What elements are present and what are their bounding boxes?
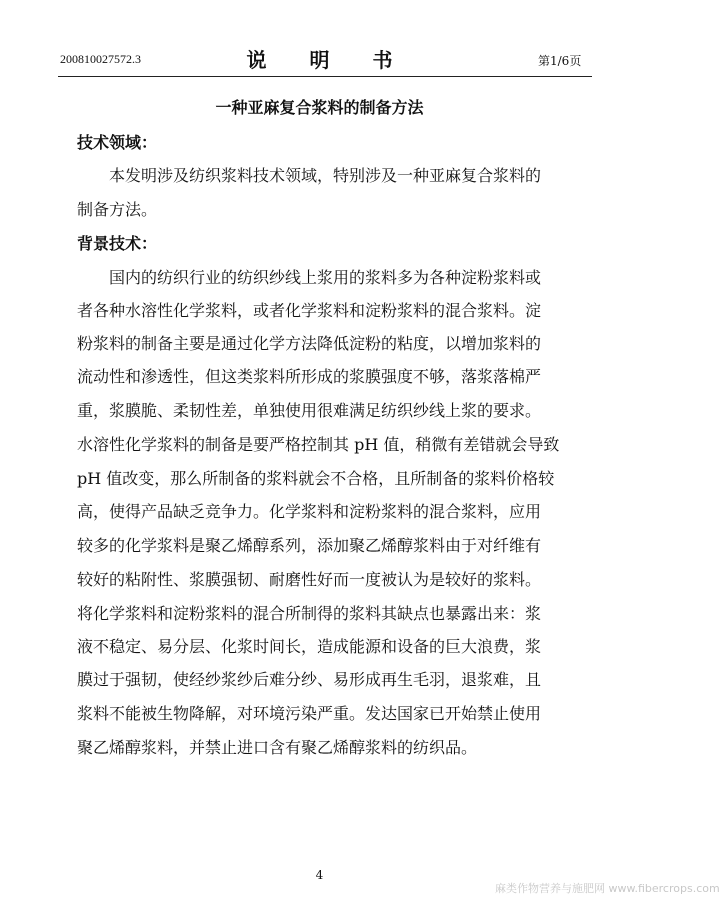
- paragraph-line: 粉浆料的制备主要是通过化学方法降低淀粉的粘度，以增加浆料的: [77, 334, 542, 353]
- paragraph-line: 膜过于强韧，使经纱浆纱后难分纱、易形成再生毛羽，退浆难，且: [77, 670, 542, 689]
- paragraph-line: 聚乙烯醇浆料，并禁止进口含有聚乙烯醇浆料的纺织品。: [77, 738, 478, 757]
- paragraph-line: 较好的粘附性、浆膜强韧、耐磨性好而一度被认为是较好的浆料。: [77, 570, 542, 589]
- paragraph-line: 将化学浆料和淀粉浆料的混合所制得的浆料其缺点也暴露出来：浆: [77, 604, 542, 623]
- page-indicator: 第1/6页: [538, 54, 582, 68]
- paragraph-line: 国内的纺织行业的纺织纱线上浆用的浆料多为各种淀粉浆料或: [109, 268, 542, 287]
- section-heading-tech-field: 技术领域：: [77, 133, 158, 152]
- paragraph-line: 水溶性化学浆料的制备是要严格控制其 pH 值，稍微有差错就会导致: [77, 435, 560, 454]
- paragraph-line: 流动性和渗透性，但这类浆料所形成的浆膜强度不够，落浆落棉严: [77, 367, 542, 386]
- application-number: 200810027572.3: [60, 52, 141, 66]
- paragraph-line: 者各种水溶性化学浆料，或者化学浆料和淀粉浆料的混合浆料。淀: [77, 301, 542, 320]
- paragraph-line: 高，使得产品缺乏竞争力。化学浆料和淀粉浆料的混合浆料，应用: [77, 502, 542, 521]
- header-title: 说 明 书: [246, 48, 411, 72]
- paragraph-line: 重，浆膜脆、柔韧性差，单独使用很难满足纺织纱线上浆的要求。: [77, 401, 542, 420]
- paragraph-line: 浆料不能被生物降解，对环境污染严重。发达国家已开始禁止使用: [77, 704, 542, 723]
- paragraph-line: pH 值改变，那么所制备的浆料就会不合格，且所制备的浆料价格较: [77, 469, 555, 488]
- header-divider: [58, 76, 592, 77]
- section-heading-background: 背景技术：: [77, 234, 158, 253]
- watermark: 麻类作物营养与施肥网 www.fibercrops.com: [495, 882, 720, 895]
- paragraph-line: 制备方法。: [77, 200, 158, 219]
- paragraph-line: 本发明涉及纺织浆料技术领域，特别涉及一种亚麻复合浆料的: [109, 166, 542, 185]
- paragraph-line: 较多的化学浆料是聚乙烯醇系列，添加聚乙烯醇浆料由于对纤维有: [77, 536, 542, 555]
- document-title: 一种亚麻复合浆料的制备方法: [215, 98, 424, 117]
- page-number: 4: [315, 868, 324, 882]
- paragraph-line: 液不稳定、易分层、化浆时间长，造成能源和设备的巨大浪费，浆: [77, 637, 542, 656]
